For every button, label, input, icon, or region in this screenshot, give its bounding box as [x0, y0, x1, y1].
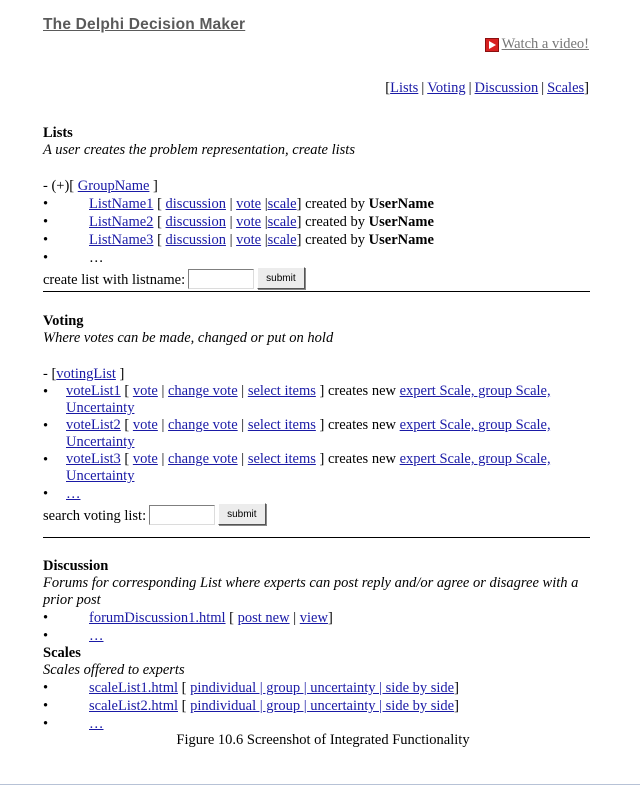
- user-name: UserName: [368, 232, 434, 248]
- bullet-dot: •: [43, 698, 49, 714]
- bullet-dot: •: [43, 486, 49, 502]
- nav-separator: |: [541, 80, 545, 96]
- scale-list-link[interactable]: scaleList1.html: [89, 680, 178, 696]
- scale-item: • scaleList2.html [ pindividual | group | uncertainty | side by side]: [43, 698, 459, 714]
- list-discussion-link[interactable]: discussion: [165, 232, 226, 248]
- nav-separator: |: [468, 80, 472, 96]
- bullet-dot: •: [43, 214, 49, 230]
- create-list-input[interactable]: [188, 269, 254, 289]
- section-divider: [43, 291, 590, 292]
- discussion-description: Forums for corresponding List where experts can post reply and/or agree or disagree with a prior post: [43, 575, 579, 608]
- search-voting-label: search voting list:: [43, 508, 147, 524]
- post-new-link[interactable]: post new: [237, 610, 290, 626]
- scales-title: Scales: [43, 645, 81, 661]
- voting-list-link[interactable]: votingList: [56, 366, 116, 382]
- scale-options-link[interactable]: pindividual | group | uncertainty | side by side: [190, 698, 455, 714]
- ellipsis-link[interactable]: …: [89, 628, 104, 644]
- list-item: • ListName2 [ discussion | vote |scale] created by UserName: [43, 214, 434, 230]
- bullet-dot: •: [43, 232, 49, 248]
- voting-title: Voting: [43, 313, 84, 329]
- scales-description: Scales offered to experts: [43, 662, 185, 678]
- created-by-label: created by: [305, 214, 366, 230]
- lists-section: [43, 125, 590, 289]
- bullet-dot: •: [43, 384, 49, 400]
- bottom-divider: [0, 784, 640, 785]
- select-items-link[interactable]: select items: [247, 383, 316, 399]
- discussion-item-ellipsis: [43, 627, 590, 645]
- ellipsis-link[interactable]: …: [66, 486, 81, 502]
- lists-title: Lists: [43, 125, 73, 141]
- created-by-label: created by: [305, 196, 366, 212]
- discussion-item: • forumDiscussion1.html [ post new | view]: [43, 610, 333, 626]
- create-list-form: [43, 267, 590, 289]
- vote-link[interactable]: vote: [132, 383, 158, 399]
- nav-link-discussion[interactable]: Discussion: [474, 80, 539, 96]
- discussion-title: Discussion: [43, 558, 109, 574]
- section-divider: [43, 537, 590, 538]
- bullet-dot: •: [43, 680, 49, 696]
- view-link[interactable]: view: [299, 610, 328, 626]
- voting-list-row: [43, 365, 590, 383]
- vote-list-name-link[interactable]: voteList3: [66, 451, 121, 467]
- list-scale-link[interactable]: scale: [267, 196, 297, 212]
- list-vote-link[interactable]: vote: [236, 196, 262, 212]
- creates-new-label: creates new: [327, 383, 396, 399]
- vote-link[interactable]: vote: [132, 417, 158, 433]
- voting-description: Where votes can be made, changed or put on hold: [43, 330, 334, 346]
- list-item-ellipsis: [43, 249, 590, 267]
- scale-options-link[interactable]: pindividual | group | uncertainty | side by side: [190, 680, 455, 696]
- watch-video-link[interactable]: Watch a video!: [501, 36, 589, 52]
- create-list-submit-button[interactable]: submit: [257, 267, 304, 289]
- user-name: UserName: [368, 196, 434, 212]
- discussion-section: [43, 558, 590, 733]
- voting-section: [43, 313, 590, 525]
- vote-list-item: • voteList2 [ vote | change vote | select items ] creates new expert Scale, group Scale, Uncertainty: [43, 417, 551, 450]
- scales-link[interactable]: expert Scale, group Scale, Uncertainty: [66, 383, 551, 416]
- list-discussion-link[interactable]: discussion: [165, 196, 226, 212]
- voting-list-suffix: ]: [119, 366, 125, 382]
- vote-list-item-ellipsis: [43, 485, 590, 503]
- scale-item: • scaleList1.html [ pindividual | group | uncertainty | side by side]: [43, 680, 459, 696]
- watch-video[interactable]: [485, 36, 589, 53]
- scales-link[interactable]: expert Scale, group Scale, Uncertainty: [66, 451, 551, 484]
- top-navigation: [385, 80, 589, 97]
- search-voting-form: [43, 503, 590, 525]
- list-discussion-link[interactable]: discussion: [165, 214, 226, 230]
- vote-list-name-link[interactable]: voteList2: [66, 417, 121, 433]
- bullet-dot: •: [43, 196, 49, 212]
- change-vote-link[interactable]: change vote: [168, 383, 238, 399]
- group-name-link[interactable]: GroupName: [77, 178, 150, 194]
- bullet-dot: •: [43, 610, 49, 626]
- scales-link[interactable]: expert Scale, group Scale, Uncertainty: [66, 417, 551, 450]
- list-vote-link[interactable]: vote: [236, 214, 262, 230]
- bullet-dot: •: [43, 716, 49, 732]
- create-list-label: create list with listname:: [43, 272, 186, 288]
- creates-new-label: creates new: [327, 417, 396, 433]
- scale-item-ellipsis: [43, 715, 590, 733]
- change-vote-link[interactable]: change vote: [168, 451, 238, 467]
- created-by-label: created by: [305, 232, 366, 248]
- group-prefix[interactable]: - (+)[: [43, 178, 75, 194]
- nav-link-lists[interactable]: Lists: [390, 80, 419, 96]
- voting-list-prefix: - [: [43, 366, 57, 382]
- list-name-link[interactable]: ListName3: [89, 232, 154, 248]
- list-name-link[interactable]: ListName1: [89, 196, 154, 212]
- select-items-link[interactable]: select items: [247, 417, 316, 433]
- nav-open-bracket: [: [385, 80, 391, 96]
- vote-list-item: • voteList1 [ vote | change vote | select items ] creates new expert Scale, group Scale, Uncertainty: [43, 383, 551, 416]
- video-play-icon[interactable]: [485, 38, 499, 52]
- nav-close-bracket: ]: [584, 80, 589, 96]
- list-item: • ListName1 [ discussion | vote |scale] created by UserName: [43, 196, 434, 212]
- page-title: The Delphi Decision Maker: [43, 16, 246, 33]
- vote-list-name-link[interactable]: voteList1: [66, 383, 121, 399]
- figure-caption: Figure 10.6 Screenshot of Integrated Functionality: [176, 732, 470, 748]
- vote-link[interactable]: vote: [132, 451, 158, 467]
- search-voting-submit-button[interactable]: submit: [218, 503, 265, 525]
- ellipsis: …: [89, 250, 104, 266]
- list-scale-link[interactable]: scale: [267, 232, 297, 248]
- list-vote-link[interactable]: vote: [236, 232, 262, 248]
- bullet-dot: •: [43, 250, 49, 266]
- bullet-dot: •: [43, 628, 49, 644]
- vote-list-item: • voteList3 [ vote | change vote | select items ] creates new expert Scale, group Scale, Uncertainty: [43, 451, 551, 484]
- nav-separator: |: [421, 80, 425, 96]
- creates-new-label: creates new: [327, 451, 396, 467]
- list-name-link[interactable]: ListName2: [89, 214, 154, 230]
- list-scale-link[interactable]: scale: [267, 214, 297, 230]
- user-name: UserName: [368, 214, 434, 230]
- change-vote-link[interactable]: change vote: [168, 417, 238, 433]
- lists-description: A user creates the problem representation, create lists: [43, 142, 355, 158]
- list-item: • ListName3 [ discussion | vote |scale] created by UserName: [43, 232, 434, 248]
- nav-link-voting[interactable]: Voting: [427, 80, 466, 96]
- ellipsis-link[interactable]: …: [89, 716, 104, 732]
- bullet-dot: •: [43, 418, 49, 434]
- nav-link-scales[interactable]: Scales: [547, 80, 585, 96]
- group-row: [43, 177, 590, 195]
- scale-list-link[interactable]: scaleList2.html: [89, 698, 178, 714]
- forum-link[interactable]: forumDiscussion1.html: [89, 610, 226, 626]
- search-voting-input[interactable]: [149, 505, 215, 525]
- select-items-link[interactable]: select items: [247, 451, 316, 467]
- bullet-dot: •: [43, 452, 49, 468]
- group-suffix: ]: [153, 178, 158, 194]
